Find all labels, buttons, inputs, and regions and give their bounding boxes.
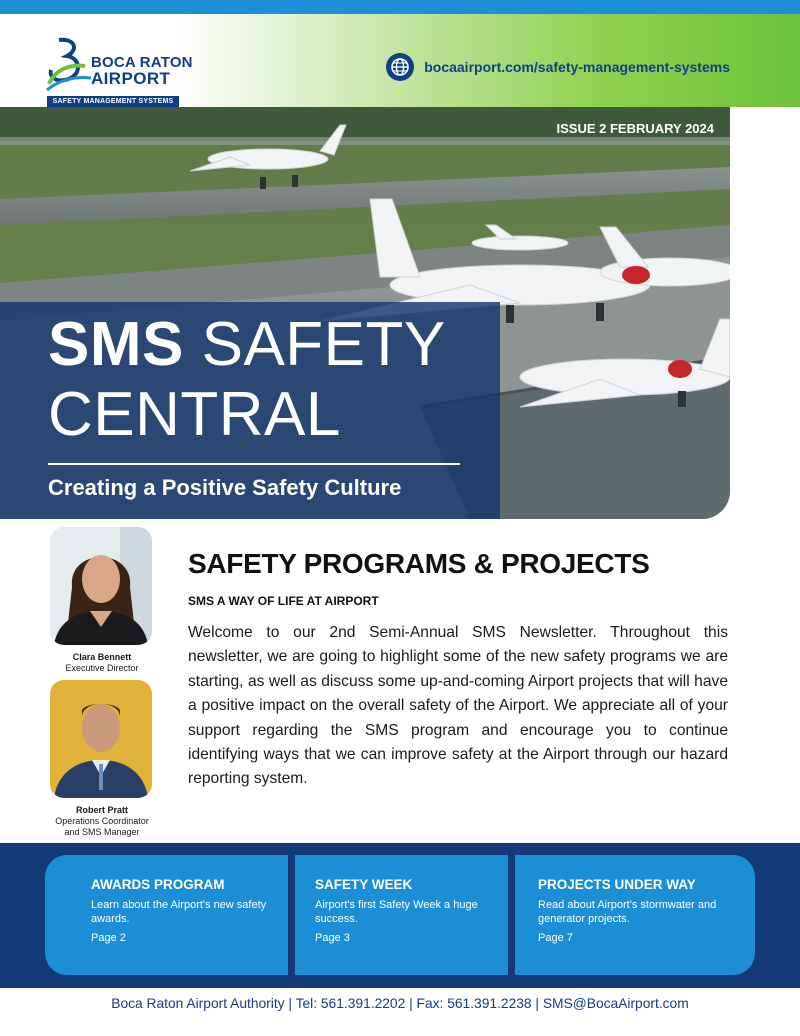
card-description: Read about Airport's stormwater and generator projects. bbox=[538, 899, 717, 925]
masthead-title-line1 bbox=[48, 312, 446, 378]
robert-pratt-photo bbox=[50, 680, 152, 798]
masthead-title-line2: CENTRAL bbox=[48, 380, 341, 449]
card-description: Airport's first Safety Week a huge success. bbox=[315, 899, 478, 925]
card-page-link[interactable]: Page 7 bbox=[538, 932, 573, 944]
card-description: Learn about the Airport's new safety awards. bbox=[91, 899, 267, 925]
website-url[interactable]: bocaairport.com/safety-management-systems bbox=[424, 59, 730, 75]
logo-text-airport: AIRPORT bbox=[91, 69, 171, 88]
card-title: PROJECTS UNDER WAY bbox=[538, 877, 696, 892]
header bbox=[0, 14, 800, 107]
footer-contact: Boca Raton Airport Authority | Tel: 561.391.2202 | Fax: 561.391.2238 | SMS@BocaAirport.com bbox=[111, 996, 689, 1011]
website-link[interactable] bbox=[386, 53, 730, 81]
logo-text-boca-raton: BOCA RATON bbox=[91, 54, 193, 71]
logo-tagline: SAFETY MANAGEMENT SYSTEMS bbox=[47, 96, 179, 107]
main-article bbox=[188, 548, 728, 792]
section-heading: SAFETY PROGRAMS & PROJECTS bbox=[188, 548, 650, 579]
article-subheading: SMS A WAY OF LIFE AT AIRPORT bbox=[188, 594, 379, 608]
card-awards-program[interactable] bbox=[45, 855, 288, 975]
clara-bennett-title: Executive Director bbox=[65, 663, 139, 673]
robert-pratt-name: Robert Pratt bbox=[75, 805, 128, 815]
contents-cards bbox=[45, 855, 755, 975]
card-projects-under-way[interactable] bbox=[515, 855, 755, 975]
robert-pratt-title-line1: Operations Coordinator bbox=[55, 816, 149, 826]
airport-logo[interactable] bbox=[45, 36, 193, 108]
title-panel bbox=[0, 302, 500, 519]
card-title: SAFETY WEEK bbox=[315, 877, 413, 892]
top-accent-bar bbox=[0, 0, 800, 14]
title-divider bbox=[48, 463, 460, 465]
card-page-link[interactable]: Page 2 bbox=[91, 932, 126, 944]
logo-swoosh-icon bbox=[45, 36, 95, 98]
robert-pratt-title-line2: and SMS Manager bbox=[64, 827, 140, 837]
article-body: Welcome to our 2nd Semi-Annual SMS Newsletter. Throughout this newsletter, we are going to highlight some of the new safety programs we are starting, as well as discuss some up-and-coming Airport projects that will have a positive impact on the overall safety of the Airport. We appreciate all of your support regarding the SMS program and encourage you to continue identifying ways that we can improve safety at the Airport through our hazard reporting system. bbox=[188, 624, 728, 788]
masthead-subtitle: Creating a Positive Safety Culture bbox=[48, 475, 402, 500]
hero-banner bbox=[0, 107, 730, 519]
clara-bennett-name: Clara Bennett bbox=[72, 652, 132, 662]
masthead-title-bold: SMS bbox=[48, 310, 184, 379]
card-safety-week[interactable] bbox=[295, 855, 508, 975]
clara-bennett-photo bbox=[50, 527, 152, 645]
card-page-link[interactable]: Page 3 bbox=[315, 932, 350, 944]
masthead-title-rest: SAFETY bbox=[183, 310, 446, 379]
card-title: AWARDS PROGRAM bbox=[91, 877, 225, 892]
globe-icon bbox=[386, 53, 414, 81]
issue-label: ISSUE 2 FEBRUARY 2024 bbox=[556, 121, 714, 136]
